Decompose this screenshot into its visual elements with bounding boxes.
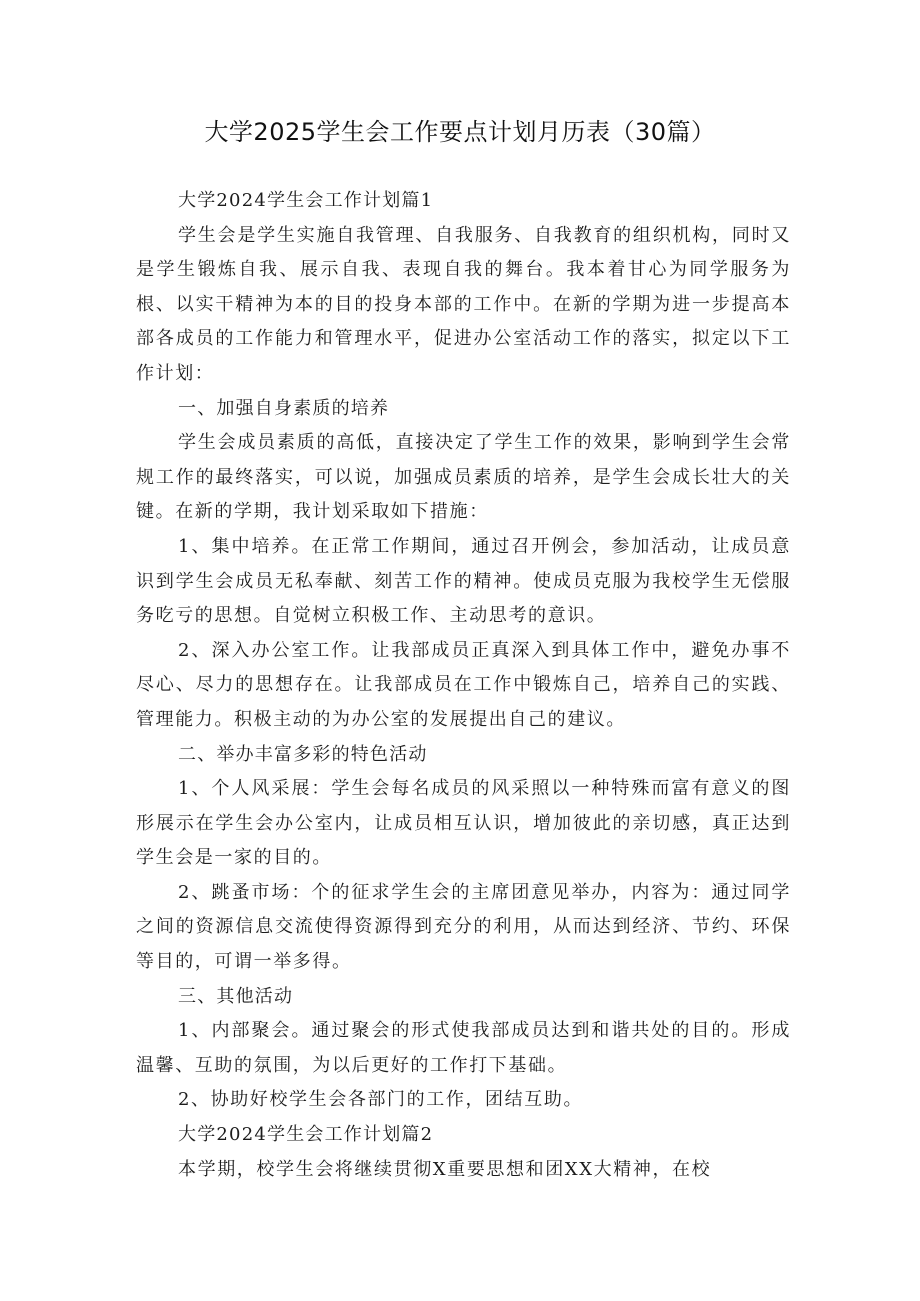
- document-title: 大学2025学生会工作要点计划月历表（30篇）: [204, 118, 716, 146]
- section-heading-1: 一、加强自身素质的培养: [178, 397, 390, 419]
- section-heading-plan-2: 大学2024学生会工作计划篇2: [178, 1124, 434, 1146]
- section-heading-3: 三、其他活动: [178, 985, 294, 1007]
- document-body: [136, 184, 791, 1187]
- section-heading-plan-1: 大学2024学生会工作计划篇1: [178, 190, 434, 211]
- paragraph-item-2: 2、深入办公室工作。让我部成员正真深入到具体工作中，避免办事不尽心、尽力的思想存在。让我部成员在工作中锻炼自己，培养自己的实践、管理能力。积极主动的为办公室的发展提出自己的建议。: [136, 639, 791, 730]
- paragraph-item-1: 1、集中培养。在正常工作期间，通过召开例会，参加活动，让成员意识到学生会成员无私奉献、刻苦工作的精神。使成员克服为我校学生无偿服务吃亏的思想。自觉树立积极工作、主动思考的意识。: [136, 535, 791, 627]
- paragraph-intro: 学生会是学生实施自我管理、自我服务、自我教育的组织机构，同时又是学生锻炼自我、展示自我、表现自我的舞台。我本着甘心为同学服务为根、以实干精神为本的目的投身本部的工作中。在新的学期为进一步提高本部各成员的工作能力和管理水平，促进办公室活动工作的落实，拟定以下工作计划：: [136, 224, 791, 384]
- paragraph-other-2: 2、协助好校学生会各部门的工作，团结互助。: [178, 1089, 584, 1111]
- paragraph-other-1: 1、内部聚会。通过聚会的形式使我部成员达到和谐共处的目的。形成温馨、互助的氛围，为以后更好的工作打下基础。: [136, 1020, 791, 1076]
- section-heading-2: 二、举办丰富多彩的特色活动: [178, 743, 428, 765]
- paragraph-activity-1: 1、个人风采展：学生会每名成员的风采照以一种特殊而富有意义的图形展示在学生会办公室内，让成员相互认识，增加彼此的亲切感，真正达到学生会是一家的目的。: [136, 778, 791, 869]
- paragraph-quality: 学生会成员素质的高低，直接决定了学生工作的效果，影响到学生会常规工作的最终落实，可以说，加强成员素质的培养，是学生会成长壮大的关键。在新的学期，我计划采取如下措施：: [136, 432, 791, 523]
- paragraph-plan-2-intro: 本学期，校学生会将继续贯彻X重要思想和团XX大精神，在校: [178, 1158, 712, 1180]
- paragraph-activity-2: 2、跳蚤市场：个的征求学生会的主席团意见举办，内容为：通过同学之间的资源信息交流使得资源得到充分的利用，从而达到经济、节约、环保等目的，可谓一举多得。: [136, 881, 791, 973]
